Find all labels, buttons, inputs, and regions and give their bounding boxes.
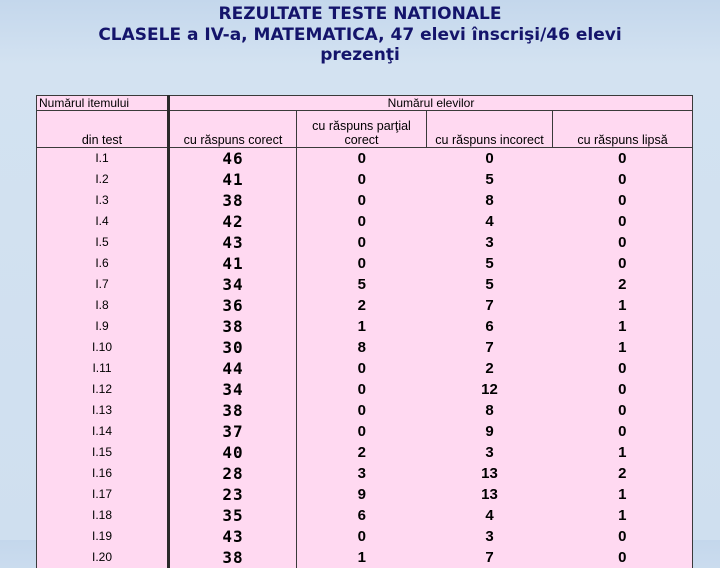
header-row-top <box>37 96 693 111</box>
cell-item: I.17 <box>37 484 169 505</box>
cell-missing: 0 <box>553 379 693 400</box>
table-row <box>37 253 693 274</box>
cell-partial: 0 <box>297 400 427 421</box>
cell-partial: 9 <box>297 484 427 505</box>
table-row <box>37 484 693 505</box>
cell-item: I.18 <box>37 505 169 526</box>
cell-partial: 6 <box>297 505 427 526</box>
cell-missing: 1 <box>553 484 693 505</box>
cell-missing: 0 <box>553 148 693 170</box>
cell-incorrect: 4 <box>427 211 553 232</box>
cell-correct: 42 <box>169 211 297 232</box>
cell-correct: 41 <box>169 253 297 274</box>
table-row <box>37 337 693 358</box>
cell-incorrect: 9 <box>427 421 553 442</box>
cell-incorrect: 3 <box>427 526 553 547</box>
cell-correct: 43 <box>169 232 297 253</box>
cell-partial: 0 <box>297 358 427 379</box>
cell-partial: 0 <box>297 379 427 400</box>
header-item-number: Numărul itemului <box>37 96 169 111</box>
table-row <box>37 442 693 463</box>
table-row <box>37 232 693 253</box>
cell-item: I.12 <box>37 379 169 400</box>
cell-incorrect: 5 <box>427 274 553 295</box>
cell-incorrect: 13 <box>427 484 553 505</box>
cell-correct: 35 <box>169 505 297 526</box>
table-row <box>37 400 693 421</box>
cell-item: I.16 <box>37 463 169 484</box>
cell-item: I.11 <box>37 358 169 379</box>
title-line-3: prezenţi <box>0 45 720 66</box>
cell-correct: 38 <box>169 316 297 337</box>
cell-item: I.4 <box>37 211 169 232</box>
cell-missing: 0 <box>553 421 693 442</box>
cell-missing: 1 <box>553 316 693 337</box>
cell-incorrect: 0 <box>427 148 553 170</box>
cell-incorrect: 6 <box>427 316 553 337</box>
cell-incorrect: 13 <box>427 463 553 484</box>
cell-item: I.6 <box>37 253 169 274</box>
cell-item: I.8 <box>37 295 169 316</box>
cell-item: I.7 <box>37 274 169 295</box>
header-students-group: Numărul elevilor <box>169 96 693 111</box>
cell-missing: 0 <box>553 232 693 253</box>
cell-correct: 41 <box>169 169 297 190</box>
header-partial: cu răspuns parţial corect <box>297 111 427 148</box>
header-incorrect: cu răspuns incorect <box>427 111 553 148</box>
cell-partial: 8 <box>297 337 427 358</box>
table-row <box>37 190 693 211</box>
title-line-1: REZULTATE TESTE NATIONALE <box>0 4 720 25</box>
cell-item: I.10 <box>37 337 169 358</box>
cell-incorrect: 7 <box>427 337 553 358</box>
table-row <box>37 526 693 547</box>
page-title <box>0 4 720 66</box>
cell-correct: 23 <box>169 484 297 505</box>
cell-incorrect: 5 <box>427 169 553 190</box>
header-item-from-test: din test <box>37 111 169 148</box>
table-row <box>37 274 693 295</box>
cell-correct: 38 <box>169 547 297 568</box>
cell-correct: 43 <box>169 526 297 547</box>
table-row <box>37 211 693 232</box>
cell-incorrect: 12 <box>427 379 553 400</box>
cell-missing: 1 <box>553 337 693 358</box>
cell-partial: 1 <box>297 316 427 337</box>
cell-incorrect: 7 <box>427 295 553 316</box>
table-row <box>37 358 693 379</box>
cell-partial: 0 <box>297 253 427 274</box>
table-row <box>37 295 693 316</box>
cell-partial: 2 <box>297 295 427 316</box>
cell-partial: 0 <box>297 526 427 547</box>
cell-item: I.2 <box>37 169 169 190</box>
header-correct: cu răspuns corect <box>169 111 297 148</box>
results-table-body <box>37 96 693 568</box>
cell-partial: 1 <box>297 547 427 568</box>
cell-missing: 2 <box>553 274 693 295</box>
cell-correct: 28 <box>169 463 297 484</box>
cell-correct: 30 <box>169 337 297 358</box>
cell-correct: 44 <box>169 358 297 379</box>
cell-correct: 40 <box>169 442 297 463</box>
cell-partial: 0 <box>297 211 427 232</box>
cell-missing: 1 <box>553 442 693 463</box>
cell-item: I.5 <box>37 232 169 253</box>
cell-item: I.9 <box>37 316 169 337</box>
cell-missing: 0 <box>553 190 693 211</box>
table-row <box>37 169 693 190</box>
cell-missing: 0 <box>553 358 693 379</box>
header-row-bottom <box>37 111 693 148</box>
table-row <box>37 463 693 484</box>
cell-item: I.3 <box>37 190 169 211</box>
cell-incorrect: 8 <box>427 190 553 211</box>
cell-missing: 0 <box>553 253 693 274</box>
header-missing: cu răspuns lipsă <box>553 111 693 148</box>
cell-item: I.13 <box>37 400 169 421</box>
cell-missing: 1 <box>553 295 693 316</box>
cell-incorrect: 3 <box>427 442 553 463</box>
cell-incorrect: 4 <box>427 505 553 526</box>
cell-partial: 0 <box>297 232 427 253</box>
cell-incorrect: 7 <box>427 547 553 568</box>
table-row <box>37 379 693 400</box>
cell-incorrect: 5 <box>427 253 553 274</box>
cell-missing: 2 <box>553 463 693 484</box>
cell-missing: 0 <box>553 526 693 547</box>
table-row <box>37 148 693 170</box>
cell-item: I.15 <box>37 442 169 463</box>
table-row <box>37 421 693 442</box>
cell-correct: 34 <box>169 379 297 400</box>
cell-partial: 0 <box>297 148 427 170</box>
cell-item: I.14 <box>37 421 169 442</box>
cell-missing: 0 <box>553 400 693 421</box>
title-line-2: CLASELE a IV-a, MATEMATICA, 47 elevi înscrişi/46 elevi <box>0 25 720 46</box>
cell-incorrect: 3 <box>427 232 553 253</box>
cell-missing: 0 <box>553 211 693 232</box>
cell-correct: 36 <box>169 295 297 316</box>
table-row <box>37 505 693 526</box>
cell-incorrect: 8 <box>427 400 553 421</box>
results-table <box>36 95 693 568</box>
cell-partial: 2 <box>297 442 427 463</box>
cell-correct: 34 <box>169 274 297 295</box>
table-row <box>37 547 693 568</box>
cell-item: I.19 <box>37 526 169 547</box>
cell-partial: 0 <box>297 190 427 211</box>
cell-correct: 46 <box>169 148 297 170</box>
cell-item: I.1 <box>37 148 169 170</box>
cell-correct: 38 <box>169 190 297 211</box>
cell-incorrect: 2 <box>427 358 553 379</box>
cell-partial: 5 <box>297 274 427 295</box>
cell-item: I.20 <box>37 547 169 568</box>
table-row <box>37 316 693 337</box>
cell-missing: 0 <box>553 547 693 568</box>
cell-partial: 0 <box>297 421 427 442</box>
cell-partial: 0 <box>297 169 427 190</box>
cell-correct: 37 <box>169 421 297 442</box>
cell-correct: 38 <box>169 400 297 421</box>
cell-missing: 0 <box>553 169 693 190</box>
cell-partial: 3 <box>297 463 427 484</box>
cell-missing: 1 <box>553 505 693 526</box>
